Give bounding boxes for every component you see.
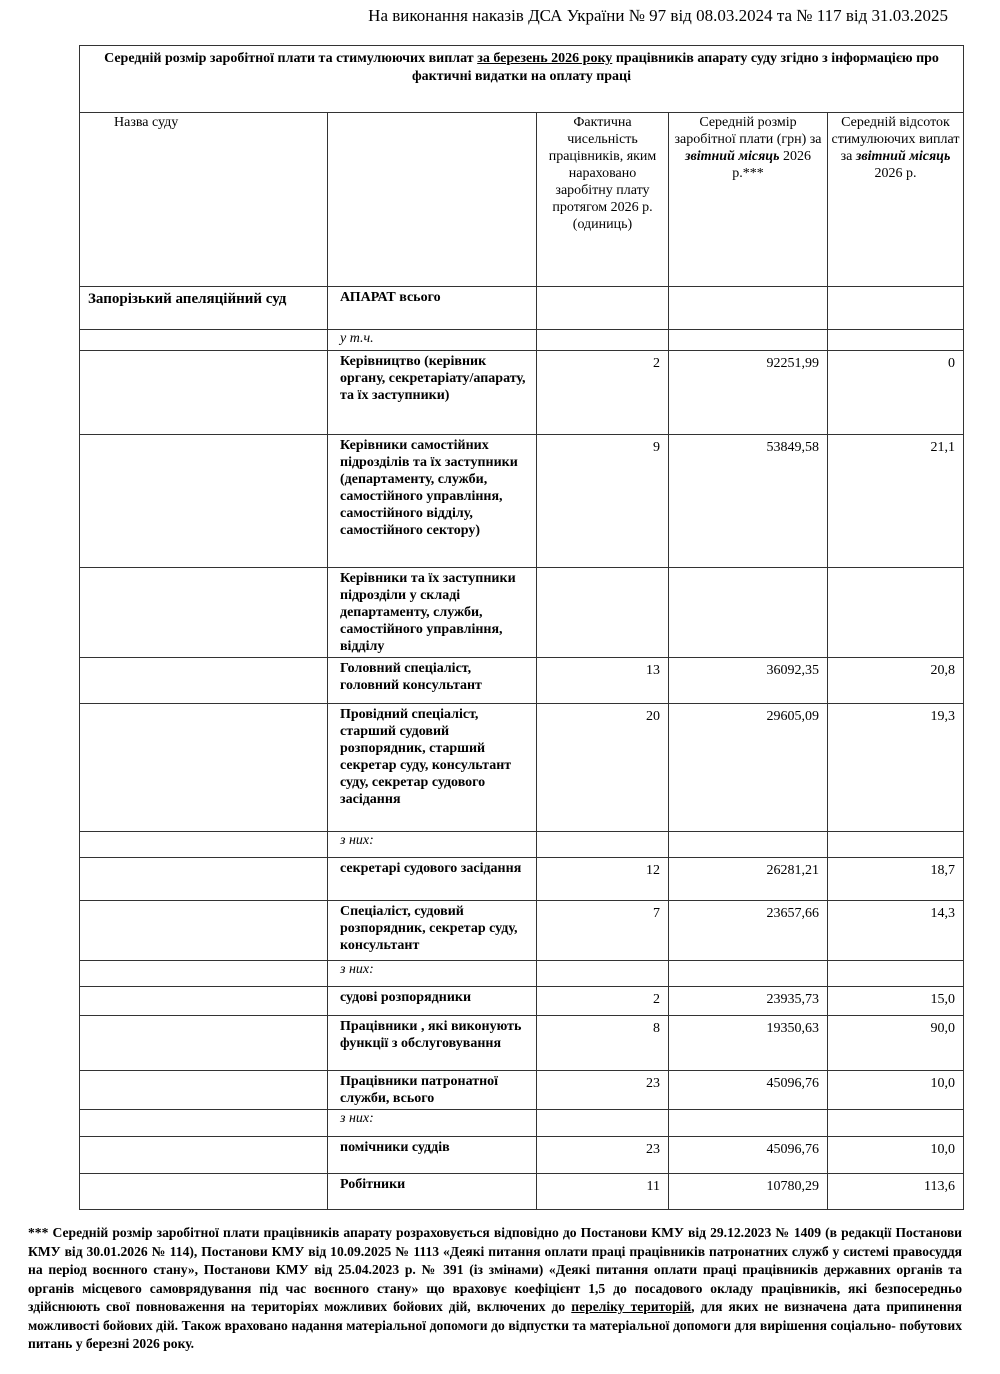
salary-value (669, 287, 828, 330)
table-row (80, 435, 964, 568)
title-text: Середній розмір заробітної плати та стимулюючих виплат (104, 51, 478, 66)
salary-value (669, 1110, 828, 1137)
bonus-value (828, 330, 964, 351)
salary-value: 23935,73 (669, 987, 828, 1016)
table-row (80, 330, 964, 351)
position-label: Спеціаліст, судовий розпорядник, секретар суду, консультант (328, 901, 537, 961)
salary-value: 36092,35 (669, 658, 828, 704)
table-row (80, 351, 964, 435)
count-value: 7 (537, 901, 669, 961)
count-value: 13 (537, 658, 669, 704)
header-salary-text: Середній розмір заробітної плати (грн) за (674, 115, 822, 147)
count-value (537, 330, 669, 351)
salary-value (669, 568, 828, 658)
position-label: АПАРАТ всього (328, 287, 537, 330)
table-title (80, 46, 964, 113)
table-row (80, 858, 964, 901)
salary-value: 19350,63 (669, 1016, 828, 1071)
header-empty (328, 113, 537, 287)
salary-table (79, 45, 964, 1210)
order-reference: На виконання наказів ДСА України № 97 від 08.03.2024 та № 117 від 31.03.2025 (368, 6, 948, 25)
salary-value: 26281,21 (669, 858, 828, 901)
table-row (80, 1137, 964, 1174)
position-label: Керівники самостійних підрозділів та їх заступники (департаменту, служби, самостійного управління, самостійного відділу, самостійного сектору) (328, 435, 537, 568)
bonus-value: 0 (828, 351, 964, 435)
count-value: 20 (537, 704, 669, 832)
table-row (80, 568, 964, 658)
header-row (80, 113, 964, 287)
bonus-value: 18,7 (828, 858, 964, 901)
court-cell (80, 1110, 328, 1137)
court-cell (80, 987, 328, 1016)
court-name: Запорізький апеляційний суд (80, 287, 328, 330)
header-bonus (828, 113, 964, 287)
bonus-value: 19,3 (828, 704, 964, 832)
bonus-value (828, 1110, 964, 1137)
table-row (80, 832, 964, 858)
table-row (80, 987, 964, 1016)
footnote-text: *** Середній розмір заробітної плати працівників апарату розраховується відповідно до Постанови КМУ від 29.12.2023 № 1409 (в редакції Постанови КМУ від 30.01.2026 № 114), Постанови КМУ від 10.09.2025 № 1113 «Деякі питання оплати праці працівників патронатних служб у системі правосуддя на період воєнного стану», Постанови КМУ від 25.04.2023 р. № 391 (із змінами) «Деякі питання оплати праці працівників державних органів та органів місцевого самоврядування під час воєнного стану» що враховує коефіцієнт 1,5 до посадового окладу працівників, які безпосередньо здійснюють свої повноваження на територіях можливих бойових дій, включених до (28, 1225, 962, 1314)
bonus-value (828, 832, 964, 858)
bonus-value (828, 568, 964, 658)
table-row (80, 1174, 964, 1210)
position-label: з них: (328, 832, 537, 858)
footnote (28, 1224, 962, 1354)
bonus-value: 10,0 (828, 1071, 964, 1110)
header-bonus-text: Середній відсоток стимулюючих виплат за (831, 115, 960, 164)
header-salary (669, 113, 828, 287)
count-value: 8 (537, 1016, 669, 1071)
table-row (80, 287, 964, 330)
bonus-value (828, 961, 964, 987)
salary-value: 10780,29 (669, 1174, 828, 1210)
salary-value (669, 330, 828, 351)
court-cell (80, 351, 328, 435)
bonus-value: 21,1 (828, 435, 964, 568)
bonus-value: 90,0 (828, 1016, 964, 1071)
court-cell (80, 1016, 328, 1071)
table-row (80, 704, 964, 832)
court-cell (80, 658, 328, 704)
bonus-value: 15,0 (828, 987, 964, 1016)
table-row (80, 1110, 964, 1137)
salary-value: 45096,76 (669, 1071, 828, 1110)
table-title-row (80, 46, 964, 113)
court-cell (80, 568, 328, 658)
title-period: за березень 2026 року (477, 51, 613, 66)
table-row (80, 1016, 964, 1071)
title-text-2: працівників апарату суду згідно з інформацією про фактичні видатки на оплату праці (411, 51, 939, 84)
count-value: 12 (537, 858, 669, 901)
salary-value: 53849,58 (669, 435, 828, 568)
position-label: Головний спеціаліст, головний консультант (328, 658, 537, 704)
table-row (80, 658, 964, 704)
count-value: 2 (537, 351, 669, 435)
count-value (537, 832, 669, 858)
header-count: Фактична чисельність працівників, яким нараховано заробітну плату протягом 2026 р.(одиниць) (537, 113, 669, 287)
bonus-value: 20,8 (828, 658, 964, 704)
salary-value: 23657,66 (669, 901, 828, 961)
position-label: судові розпорядники (328, 987, 537, 1016)
footnote-text-end: , для яких не визначена дата припинення можливості бойових дій. Також враховано надання матеріальної допомоги до відпустки та матеріальної допомоги для вирішення соціально- побутових питань у березні 2026 року. (28, 1299, 962, 1351)
bonus-value (828, 287, 964, 330)
position-label: Працівники патронатної служби, всього (328, 1071, 537, 1110)
header-court-name: Назва суду (80, 113, 328, 287)
bonus-value: 14,3 (828, 901, 964, 961)
position-label: з них: (328, 1110, 537, 1137)
position-label: з них: (328, 961, 537, 987)
count-value (537, 1110, 669, 1137)
count-value: 11 (537, 1174, 669, 1210)
court-cell (80, 858, 328, 901)
table-row (80, 901, 964, 961)
position-label: Робітники (328, 1174, 537, 1210)
header-bonus-year: 2026 р. (874, 166, 917, 181)
table-row (80, 1071, 964, 1110)
count-value: 2 (537, 987, 669, 1016)
position-label: Керівники та їх заступники підрозділи у складі департаменту, служби, самостійного управління, відділу (328, 568, 537, 658)
position-label: Провідний спеціаліст, старший судовий розпорядник, старший секретар суду, консультант суду, секретар судового засідання (328, 704, 537, 832)
count-value: 23 (537, 1137, 669, 1174)
count-value (537, 287, 669, 330)
court-cell (80, 832, 328, 858)
salary-value: 45096,76 (669, 1137, 828, 1174)
court-cell (80, 330, 328, 351)
court-cell (80, 435, 328, 568)
salary-value: 29605,09 (669, 704, 828, 832)
count-value: 23 (537, 1071, 669, 1110)
table-row (80, 961, 964, 987)
count-value (537, 961, 669, 987)
court-cell (80, 704, 328, 832)
court-cell (80, 1137, 328, 1174)
header-salary-period: звітний місяць (685, 149, 780, 164)
position-label: у т.ч. (328, 330, 537, 351)
court-cell (80, 1174, 328, 1210)
court-cell (80, 961, 328, 987)
court-cell (80, 1071, 328, 1110)
position-label: секретарі судового засідання (328, 858, 537, 901)
salary-value (669, 961, 828, 987)
court-cell (80, 901, 328, 961)
bonus-value: 113,6 (828, 1174, 964, 1210)
salary-value: 92251,99 (669, 351, 828, 435)
territories-list-link[interactable]: переліку територій (571, 1299, 692, 1314)
bonus-value: 10,0 (828, 1137, 964, 1174)
count-value (537, 568, 669, 658)
position-label: помічники суддів (328, 1137, 537, 1174)
header-salary-year: 2026 р.*** (732, 149, 811, 181)
header-bonus-period: звітний місяць (855, 149, 951, 164)
salary-value (669, 832, 828, 858)
position-label: Працівники , які виконують функції з обслуговування (328, 1016, 537, 1071)
count-value: 9 (537, 435, 669, 568)
position-label: Керівництво (керівник органу, секретаріату/апарату, та їх заступники) (328, 351, 537, 435)
